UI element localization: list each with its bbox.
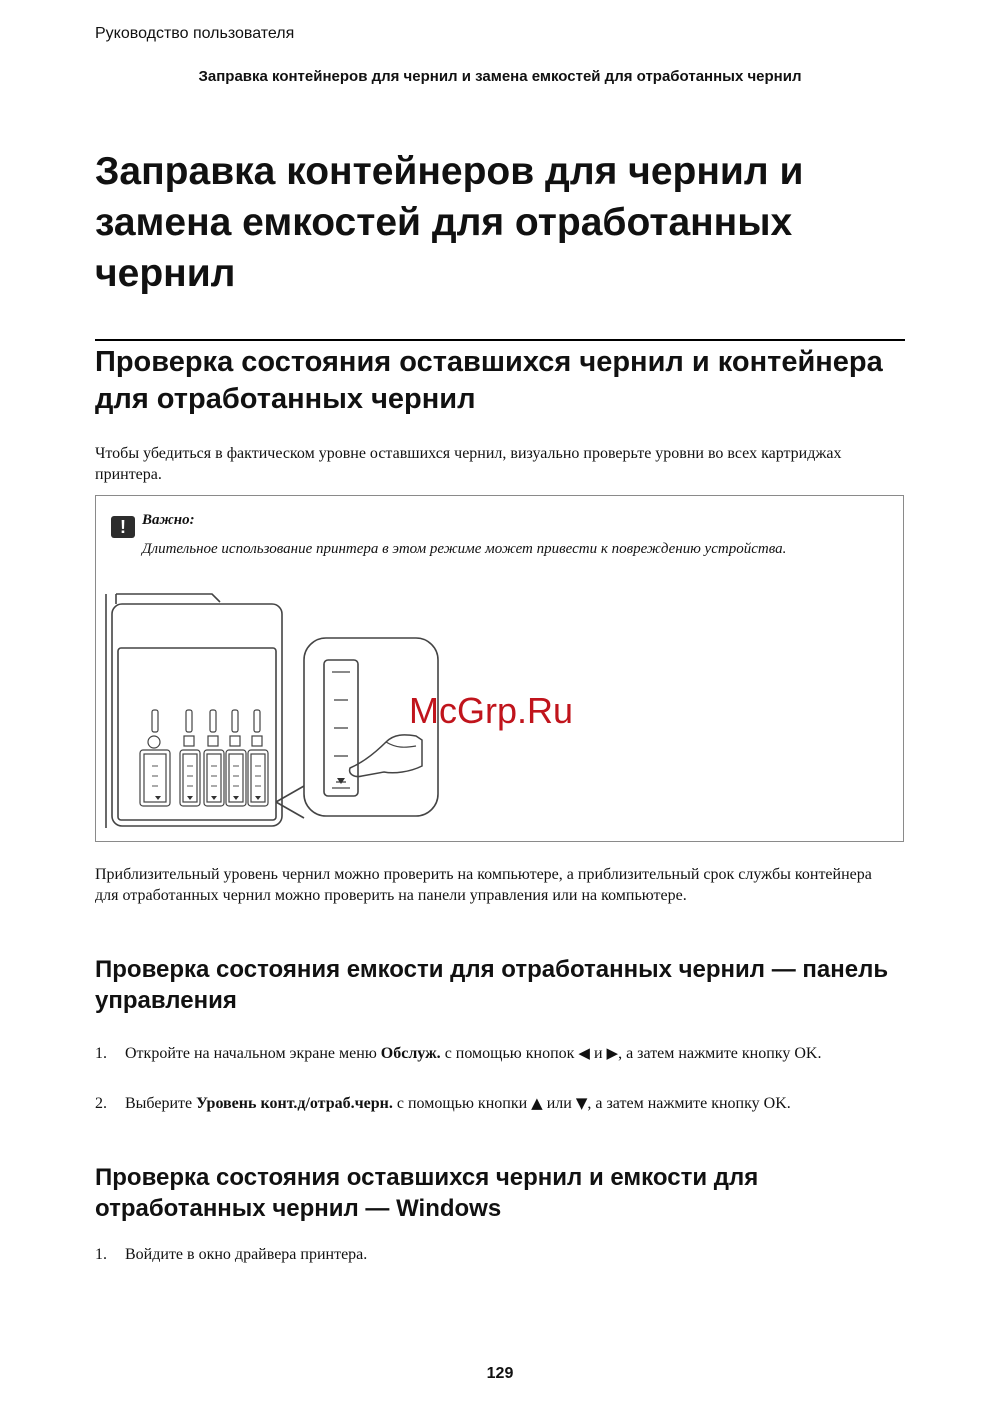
- up-arrow-icon: ▲: [531, 1094, 543, 1112]
- after-illustration-paragraph: Приблизительный уровень чернил можно проверить на компьютере, а приблизительный срок службы контейнера для отработанных чернил можно проверить на панели управления или на компьютере.: [95, 866, 872, 904]
- menu-name: Уровень конт.д/отраб.черн.: [196, 1095, 393, 1112]
- step-number: 1.: [95, 1045, 107, 1062]
- running-header: Руководство пользователя: [95, 25, 295, 42]
- page-number: 129: [486, 1365, 514, 1382]
- step-text: и: [589, 1045, 607, 1062]
- step-text: Выберите: [125, 1095, 197, 1112]
- watermark-text: McGrp.Ru: [409, 690, 574, 731]
- step-text: , а затем нажмите кнопку OK.: [618, 1045, 822, 1062]
- step-number: 1.: [95, 1246, 107, 1263]
- step-text: с помощью кнопки: [392, 1095, 532, 1112]
- step-text: Войдите в окно драйвера принтера.: [125, 1246, 368, 1263]
- section-title-ink-check: Проверка состояния оставшихся чернил и контейнера для отработанных чернил: [95, 346, 883, 415]
- down-arrow-icon: ▼: [575, 1094, 588, 1112]
- list-item: [95, 1244, 915, 1266]
- intro-paragraph: Чтобы убедиться в фактическом уровне оставшихся чернил, визуально проверьте уровни во всех картриджах принтера.: [95, 445, 842, 483]
- section-title-control-panel: Проверка состояния емкости для отработанных чернил — панель управления: [95, 956, 889, 1014]
- step-text: с помощью кнопок: [440, 1045, 579, 1062]
- warning-icon: !: [111, 516, 135, 538]
- important-box: [95, 495, 904, 842]
- list-item: [95, 1092, 915, 1115]
- menu-name: Обслуж.: [380, 1045, 441, 1062]
- right-arrow-icon: ▶: [606, 1044, 619, 1062]
- step-text: Откройте на начальном экране меню: [125, 1045, 381, 1062]
- chapter-title: Заправка контейнеров для чернил и замена емкостей для отработанных чернил: [95, 150, 804, 295]
- step-number: 2.: [95, 1095, 107, 1112]
- important-text: Длительное использование принтера в этом режиме может привести к повреждению устройства.: [142, 541, 787, 557]
- important-label: Важно:: [142, 512, 195, 528]
- section-header: Заправка контейнеров для чернил и замена емкостей для отработанных чернил: [198, 68, 802, 85]
- section-divider: [95, 339, 905, 341]
- step-text: или: [542, 1095, 576, 1112]
- step-text: , а затем нажмите кнопку OK.: [587, 1095, 791, 1112]
- left-arrow-icon: ◀: [578, 1044, 590, 1062]
- list-item: [95, 1042, 915, 1065]
- section-title-windows: Проверка состояния оставшихся чернил и емкости для отработанных чернил — Windows: [95, 1164, 759, 1222]
